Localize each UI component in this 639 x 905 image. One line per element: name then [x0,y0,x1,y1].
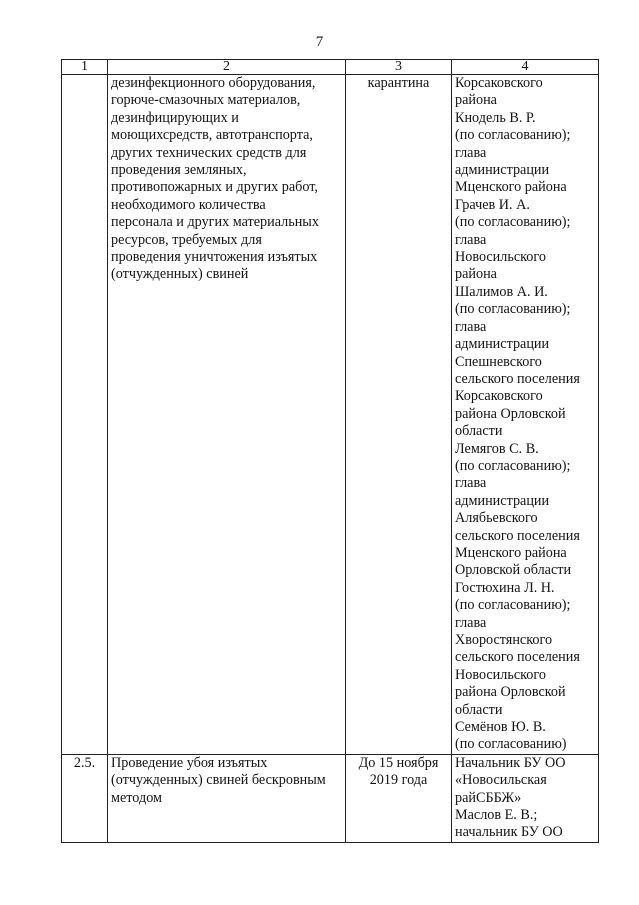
header-col-2: 2 [108,60,346,75]
term-cell: До 15 ноября 2019 года [346,754,452,842]
table-row [62,75,599,755]
table-row [62,754,599,842]
header-col-3: 3 [346,60,452,75]
header-col-4: 4 [452,60,599,75]
measures-table [61,59,599,843]
row-number-cell [62,75,108,755]
row-number-cell: 2.5. [62,754,108,842]
header-col-1: 1 [62,60,108,75]
action-cell: дезинфекционного оборудования, горюче-смазочных материалов, дезинфицирующих и моющихсредств, автотранспорта, других технических средств для проведения земляных, противопожарных и других работ, необходимого количества персонала и других материальных ресурсов, требуемых для проведения уничтожения изъятых (отчужденных) свиней [108,75,346,755]
page-number: 7 [315,34,324,50]
term-cell: карантина [346,75,452,755]
table-header-row [62,60,599,75]
responsible-cell: Начальник БУ ОО «Новосильская райСББЖ» Маслов Е. В.; начальник БУ ОО [452,754,599,842]
action-cell: Проведение убоя изъятых (отчужденных) свиней бескровным методом [108,754,346,842]
responsible-cell: Корсаковского района Кнодель В. Р. (по согласованию); глава администрации Мценского района Грачев И. А. (по согласованию); глава Новосильского района Шалимов А. И. (по согласованию); глава администрации Спешневского сельского поселения Корсаковского района Орловской области Лемягов С. В. (по согласованию); глава администрации Алябьевского сельского поселения Мценского района Орловской области Гостюхина Л. Н. (по согласованию); глава Хворостянского сельского поселения Новосильского района Орловской области Семёнов Ю. В. (по согласованию) [452,75,599,755]
